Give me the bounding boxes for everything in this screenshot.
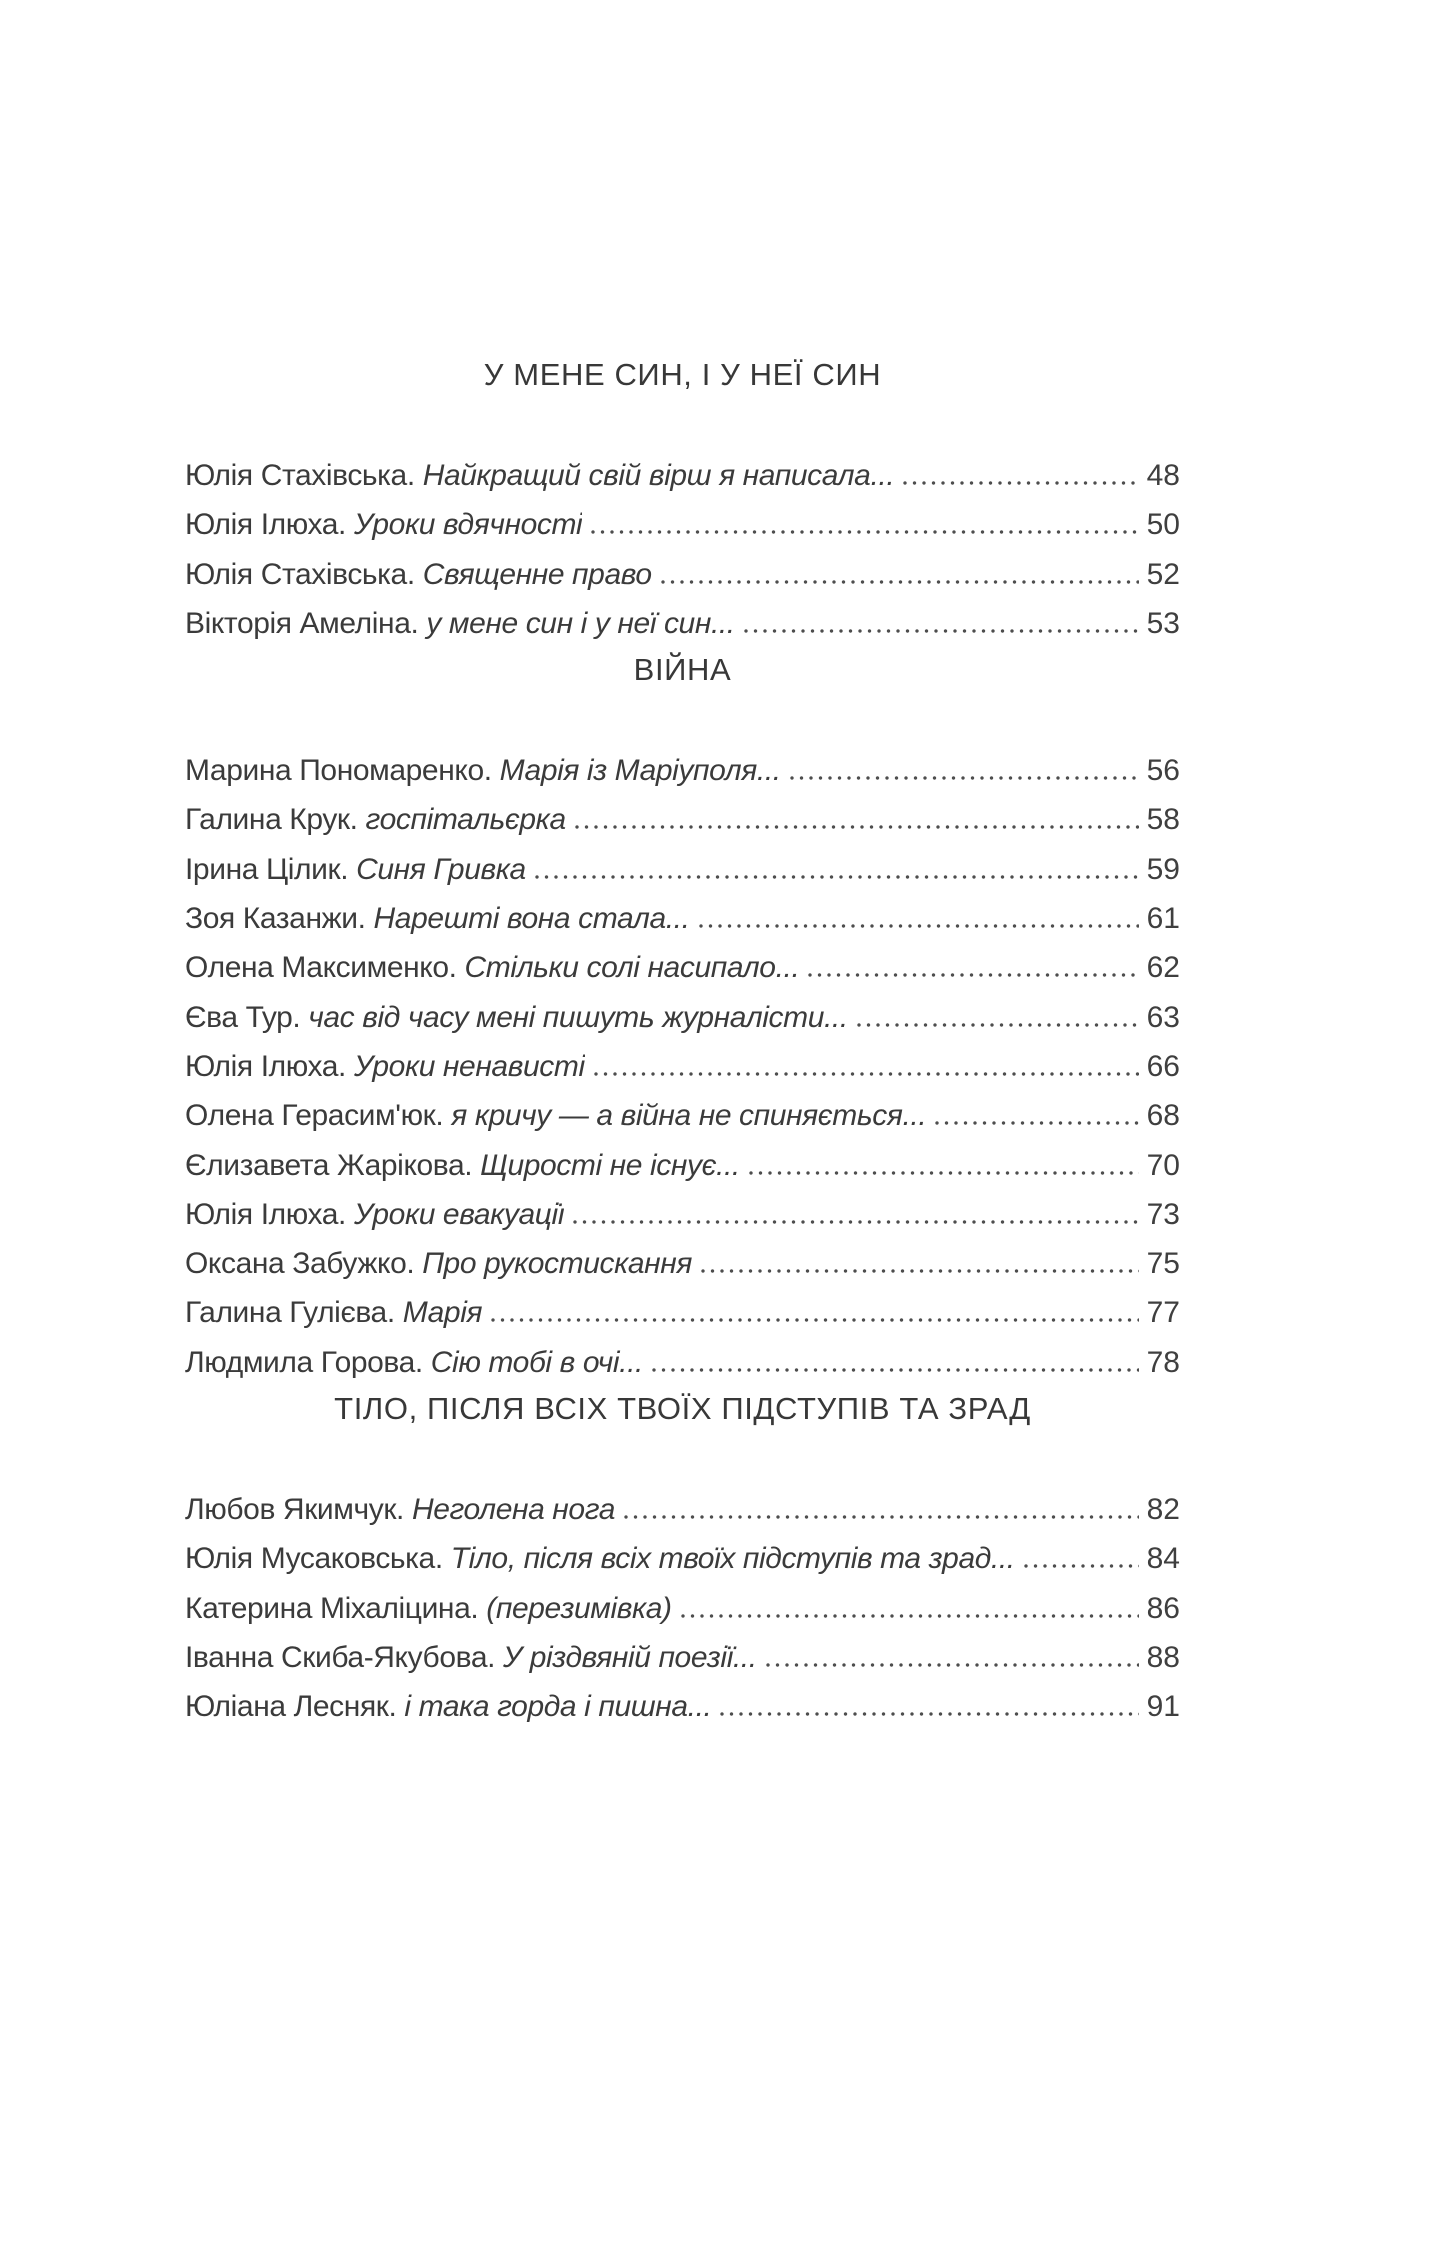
entry-page-number: 88 [1146, 1640, 1180, 1674]
section-entries [185, 451, 1180, 648]
toc-entry [185, 1633, 1180, 1682]
entry-author: Єва Тур. [185, 1000, 309, 1034]
entry-author: Юлія Ілюха. [185, 1049, 354, 1083]
dot-leader [749, 1171, 1139, 1175]
toc-section-3 [185, 1387, 1180, 1731]
entry-page-number: 58 [1146, 803, 1180, 837]
entry-author: Іванна Скиба-Якубова. [185, 1640, 503, 1674]
entry-title: Сію тобі в очі... [430, 1345, 643, 1379]
entry-author: Галина Крук. [185, 803, 366, 837]
dot-leader [652, 1368, 1139, 1372]
entry-label [185, 1534, 1015, 1583]
dot-leader [699, 924, 1139, 928]
toc-entry [185, 795, 1180, 844]
toc-entry [185, 894, 1180, 943]
entry-author: Олена Максименко. [185, 951, 465, 985]
dot-leader [701, 1269, 1139, 1273]
dot-leader [808, 973, 1138, 977]
toc-entry [185, 1288, 1180, 1337]
entry-title: У різдвяній поезії... [502, 1640, 757, 1674]
entry-title: Тіло, після всіх твоїх підступів та зрад... [450, 1542, 1015, 1576]
toc-entry [185, 845, 1180, 894]
dot-leader [720, 1712, 1138, 1716]
entry-title: Уроки вдячності [353, 508, 583, 542]
entry-label [185, 1633, 757, 1682]
entry-page-number: 75 [1146, 1247, 1180, 1281]
entry-label [185, 1682, 711, 1731]
entry-author: Галина Гулієва. [185, 1296, 403, 1330]
entry-page-number: 48 [1146, 459, 1180, 492]
entry-label [185, 1288, 482, 1337]
entry-label [185, 550, 652, 599]
entry-author: Катерина Міхаліцина. [185, 1591, 487, 1625]
dot-leader [1024, 1564, 1139, 1568]
toc-entry [185, 1338, 1180, 1387]
entry-label [185, 943, 799, 992]
entry-title: Щирості не існує... [480, 1148, 740, 1182]
entry-page-number: 78 [1146, 1345, 1180, 1379]
toc-entry [185, 1682, 1180, 1731]
entry-page-number: 63 [1146, 1000, 1180, 1034]
dot-leader [535, 875, 1139, 879]
dot-leader [575, 825, 1139, 829]
entry-page-number: 68 [1146, 1099, 1180, 1133]
entry-label [185, 894, 690, 943]
toc-entry [185, 500, 1180, 549]
entry-title: я кричу — а війна не спиняється... [451, 1099, 927, 1133]
dot-leader [935, 1121, 1138, 1125]
entry-author: Марина Пономаренко. [185, 754, 500, 788]
entry-page-number: 91 [1146, 1690, 1180, 1724]
dot-leader [903, 481, 1138, 485]
entry-page-number: 86 [1146, 1591, 1180, 1625]
entry-page-number: 56 [1146, 754, 1180, 788]
entry-author: Любов Якимчук. [185, 1493, 412, 1527]
entry-label [185, 1584, 672, 1633]
entry-title: Про рукостискання [422, 1247, 692, 1281]
dot-leader [857, 1023, 1139, 1027]
entry-label [185, 845, 526, 894]
toc-entry [185, 451, 1180, 500]
toc-entry [185, 1091, 1180, 1140]
entry-page-number: 50 [1146, 508, 1180, 542]
dot-leader [491, 1318, 1139, 1322]
entry-label [185, 599, 735, 648]
entry-author: Вікторія Амеліна. [185, 606, 427, 640]
section-entries [185, 1485, 1180, 1731]
toc-entry [185, 993, 1180, 1042]
entry-title: Синя Гривка [356, 852, 526, 886]
entry-author: Юлія Ілюха. [185, 1197, 354, 1231]
toc-entry [185, 1485, 1180, 1534]
entry-author: Людмила Горова. [185, 1345, 431, 1379]
entry-author: Юлія Стахівська. [185, 459, 423, 492]
entry-author: Олена Герасим'юк. [185, 1099, 452, 1133]
entry-label [185, 1338, 643, 1387]
entry-label [185, 1239, 692, 1288]
entry-author: Юлія Стахівська. [185, 557, 423, 591]
dot-leader [744, 629, 1139, 633]
entry-page-number: 82 [1146, 1493, 1180, 1527]
entry-page-number: 66 [1146, 1049, 1180, 1083]
entry-label [185, 1190, 564, 1239]
entry-page-number: 53 [1146, 606, 1180, 640]
dot-leader [766, 1663, 1139, 1667]
toc-entry [185, 1534, 1180, 1583]
section-heading: У МЕНЕ СИН, І У НЕЇ СИН [483, 357, 882, 392]
entry-title: Нарешті вона стала... [373, 902, 690, 936]
entry-page-number: 77 [1146, 1296, 1180, 1330]
entry-page-number: 59 [1146, 852, 1180, 886]
dot-leader [624, 1515, 1139, 1519]
entry-author: Оксана Забужко. [185, 1247, 423, 1281]
toc-entry [185, 599, 1180, 648]
entry-title: Уроки ненависті [353, 1049, 585, 1083]
toc-entry [185, 550, 1180, 599]
entry-label [185, 993, 848, 1042]
dot-leader [594, 1072, 1139, 1076]
toc-entry [185, 1584, 1180, 1633]
toc-section-2 [185, 648, 1180, 1387]
entry-label [185, 500, 582, 549]
section-entries [185, 746, 1180, 1387]
entry-title: час від часу мені пишуть журналісти... [308, 1000, 848, 1034]
entry-label [185, 795, 566, 844]
entry-title: (перезимівка) [486, 1591, 672, 1625]
dot-leader [591, 530, 1138, 534]
entry-author: Зоя Казанжи. [185, 902, 374, 936]
toc-entry [185, 1141, 1180, 1190]
entry-label [185, 1042, 585, 1091]
entry-author: Юлія Мусаковська. [185, 1542, 451, 1576]
toc-entry [185, 1239, 1180, 1288]
entry-label [185, 1485, 615, 1534]
toc-entry [185, 943, 1180, 992]
entry-title: і така горда і пишна... [404, 1690, 712, 1724]
dot-leader [681, 1614, 1139, 1618]
entry-page-number: 73 [1146, 1197, 1180, 1231]
toc-entry [185, 746, 1180, 795]
entry-title: Марія із Маріуполя... [499, 754, 781, 788]
dot-leader [790, 776, 1139, 780]
entry-title: госпітальєрка [365, 803, 566, 837]
entry-author: Єлизавета Жарікова. [185, 1148, 481, 1182]
entry-page-number: 52 [1146, 557, 1180, 591]
entry-title: Найкращий свій вірш я написала... [422, 459, 895, 492]
dot-leader [661, 580, 1139, 584]
entry-author: Ірина Цілик. [185, 852, 357, 886]
entry-title: Неголена нога [411, 1493, 616, 1527]
entry-page-number: 84 [1146, 1542, 1180, 1576]
entry-page-number: 70 [1146, 1148, 1180, 1182]
entry-title: Уроки евакуації [353, 1197, 565, 1231]
section-heading: ТІЛО, ПІСЛЯ ВСІХ ТВОЇХ ПІДСТУПІВ ТА ЗРАД [334, 1391, 1031, 1427]
toc-section-1 [185, 353, 1180, 648]
entry-title: Священне право [422, 557, 652, 591]
toc-entry [185, 1190, 1180, 1239]
entry-label [185, 746, 781, 795]
entry-label [185, 1091, 926, 1140]
toc-entry [185, 1042, 1180, 1091]
entry-title: у мене син і у неї син... [426, 606, 735, 640]
entry-author: Юліана Лесняк. [185, 1690, 405, 1724]
entry-title: Стільки солі насипало... [464, 951, 800, 985]
entry-label [185, 1141, 740, 1190]
entry-label [185, 451, 894, 500]
section-heading: ВІЙНА [633, 652, 732, 688]
entry-page-number: 62 [1146, 951, 1180, 985]
entry-title: Марія [402, 1296, 483, 1330]
dot-leader [573, 1220, 1139, 1224]
entry-author: Юлія Ілюха. [185, 508, 354, 542]
entry-page-number: 61 [1146, 902, 1180, 936]
